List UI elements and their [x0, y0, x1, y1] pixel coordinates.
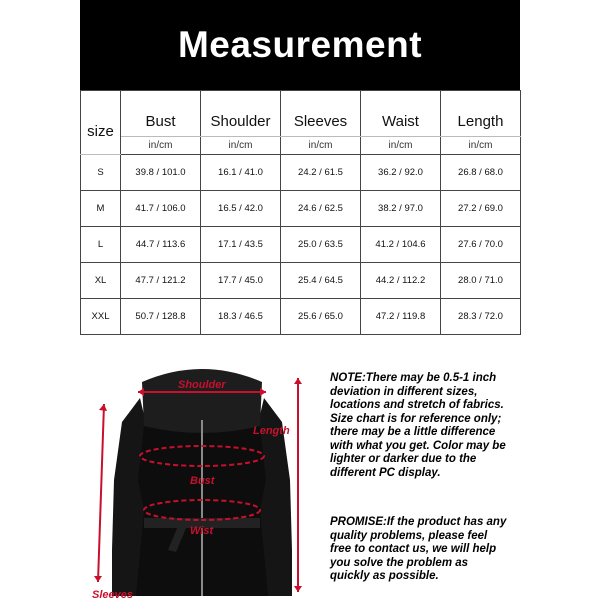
table-cell: 27.2 / 69.0: [441, 191, 521, 227]
jacket-illustration: [78, 360, 324, 600]
column-header: Shoulder: [201, 91, 281, 137]
table-cell: 27.6 / 70.0: [441, 227, 521, 263]
unit-label: in/cm: [121, 137, 201, 155]
table-cell: 24.2 / 61.5: [281, 155, 361, 191]
table-cell: 16.1 / 41.0: [201, 155, 281, 191]
length-label: Length: [253, 425, 290, 437]
table-row: [81, 299, 521, 335]
table-cell: 38.2 / 97.0: [361, 191, 441, 227]
table-cell: 26.8 / 68.0: [441, 155, 521, 191]
jacket-diagram: [78, 360, 324, 600]
column-header: Waist: [361, 91, 441, 137]
table-cell: 47.7 / 121.2: [121, 263, 201, 299]
size-cell: M: [81, 191, 121, 227]
table-cell: 17.7 / 45.0: [201, 263, 281, 299]
table-cell: 47.2 / 119.8: [361, 299, 441, 335]
table-cell: 17.1 / 43.5: [201, 227, 281, 263]
table-cell: 39.8 / 101.0: [121, 155, 201, 191]
bust-label: Bust: [190, 475, 215, 487]
page-title: Measurement: [177, 24, 423, 65]
unit-label: in/cm: [441, 137, 521, 155]
table-row: [81, 155, 521, 191]
table-header-row: [81, 91, 521, 137]
table-cell: 18.3 / 46.5: [201, 299, 281, 335]
shoulder-label: Shoulder: [178, 379, 226, 391]
table-cell: 50.7 / 128.8: [121, 299, 201, 335]
sleeves-label: Sleeves: [92, 589, 133, 600]
table-cell: 44.7 / 113.6: [121, 227, 201, 263]
table-cell: 25.6 / 65.0: [281, 299, 361, 335]
unit-label: in/cm: [281, 137, 361, 155]
table-cell: 25.0 / 63.5: [281, 227, 361, 263]
table-cell: 36.2 / 92.0: [361, 155, 441, 191]
note-text: NOTE:There may be 0.5-1 inch deviation in different sizes, locations and stretch of fabrics. Size chart is for reference only; there may be a little difference with what you get. Color may be lighter or darker due to the different PC display.: [330, 372, 506, 479]
unit-label: in/cm: [201, 137, 281, 155]
table-cell: 44.2 / 112.2: [361, 263, 441, 299]
size-cell: L: [81, 227, 121, 263]
table-cell: 28.0 / 71.0: [441, 263, 521, 299]
column-header: Bust: [121, 91, 201, 137]
size-cell: XXL: [81, 299, 121, 335]
sleeve-measure-line: [98, 404, 104, 582]
table-cell: 16.5 / 42.0: [201, 191, 281, 227]
promise-text: PROMISE:If the product has any quality problems, please feel free to contact us, we will help you solve the problem as quickly as possible.: [330, 516, 507, 582]
unit-label: in/cm: [361, 137, 441, 155]
column-header: Length: [441, 91, 521, 137]
table-cell: 41.2 / 104.6: [361, 227, 441, 263]
table-cell: 28.3 / 72.0: [441, 299, 521, 335]
size-cell: XL: [81, 263, 121, 299]
table-cell: 41.7 / 106.0: [121, 191, 201, 227]
column-header: Sleeves: [281, 91, 361, 137]
table-cell: 25.4 / 64.5: [281, 263, 361, 299]
table-row: [81, 227, 521, 263]
table-row: [81, 191, 521, 227]
unit-row: [81, 137, 521, 155]
title-banner: [80, 0, 520, 90]
size-chart-table: [80, 90, 521, 335]
table-row: [81, 263, 521, 299]
waist-label: Wist: [190, 525, 214, 537]
size-column-header: size: [81, 91, 121, 155]
table-cell: 24.6 / 62.5: [281, 191, 361, 227]
size-cell: S: [81, 155, 121, 191]
